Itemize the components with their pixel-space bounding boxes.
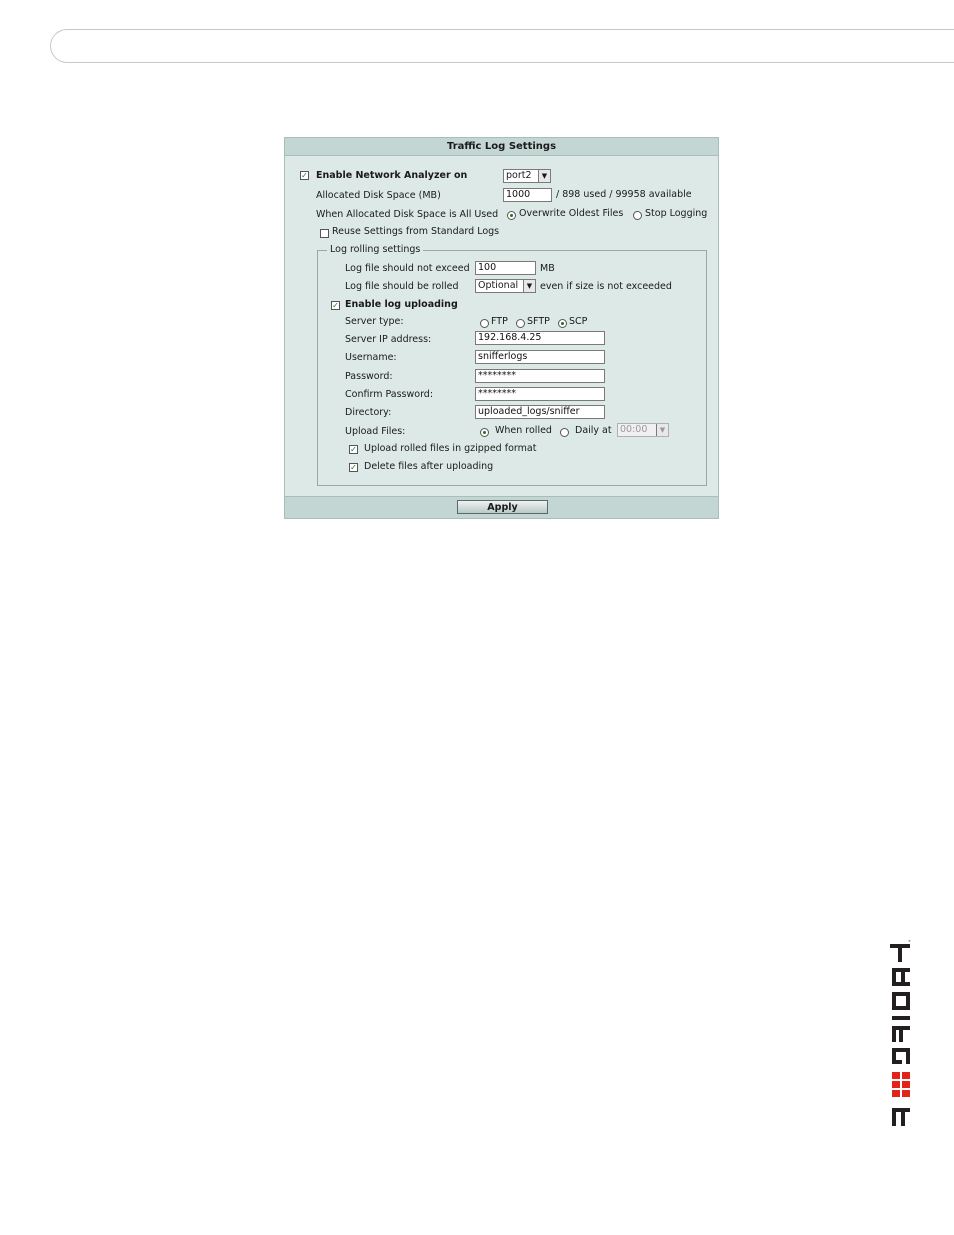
fortinet-logo-mark: [892, 1072, 910, 1097]
rolled-suffix: even if size is not exceeded: [540, 281, 672, 292]
server-ip-label: Server IP address:: [345, 334, 432, 345]
page-header-tab: [50, 29, 954, 63]
apply-button[interactable]: Apply: [457, 500, 548, 514]
rolled-select[interactable]: [475, 279, 536, 293]
server-type-sftp-radio[interactable]: [516, 319, 525, 328]
directory-input[interactable]: uploaded_logs/sniffer: [475, 405, 605, 419]
directory-label: Directory:: [345, 407, 392, 418]
username-label: Username:: [345, 352, 397, 363]
daily-time-value: 00:00: [620, 424, 648, 435]
upload-daily-radio[interactable]: [560, 428, 569, 437]
reuse-settings-text: Reuse Settings from Standard Logs: [332, 226, 500, 237]
server-type-sftp-label: SFTP: [527, 316, 550, 327]
server-type-scp-radio[interactable]: [558, 319, 567, 328]
upload-files-label: Upload Files:: [345, 426, 406, 437]
upload-when-rolled-label: When rolled: [495, 425, 552, 436]
gzip-checkbox[interactable]: ✓: [350, 445, 357, 454]
server-ip-input[interactable]: 192.168.4.25: [475, 331, 605, 345]
disk-space-label: Allocated Disk Space (MB): [316, 190, 441, 201]
password-input[interactable]: ********: [475, 369, 605, 383]
port-select-value: port2: [506, 170, 532, 181]
username-input[interactable]: snifferlogs: [475, 350, 605, 364]
max-size-input[interactable]: 100: [475, 261, 536, 275]
stop-logging-label: Stop Logging: [645, 208, 708, 219]
svg-text:®: ®: [908, 940, 911, 943]
max-size-label: Log file should not exceed: [345, 263, 470, 274]
password-label: Password:: [345, 371, 393, 382]
confirm-password-label: Confirm Password:: [345, 389, 434, 400]
log-rolling-legend: Log rolling settings: [327, 244, 423, 255]
panel-title: Traffic Log Settings: [285, 138, 718, 156]
enable-analyzer-checkbox[interactable]: ✓: [301, 171, 308, 180]
chevron-down-icon: ▼: [523, 280, 535, 292]
confirm-password-input[interactable]: ********: [475, 387, 605, 401]
when-full-label: When Allocated Disk Space is All Used: [316, 209, 499, 220]
chevron-down-icon: ▼: [656, 424, 668, 436]
overwrite-label: Overwrite Oldest Files: [519, 208, 624, 219]
panel-footer: [285, 496, 718, 518]
upload-daily-label: Daily at: [575, 425, 612, 436]
port-select[interactable]: [503, 169, 551, 183]
enable-upload-checkbox[interactable]: ✓: [332, 301, 339, 310]
reuse-settings-checkbox[interactable]: [320, 229, 329, 238]
delete-after-upload-label: Delete files after uploading: [364, 461, 494, 472]
stop-logging-radio[interactable]: [633, 211, 642, 220]
daily-time-select[interactable]: [617, 423, 669, 437]
server-type-label: Server type:: [345, 316, 404, 327]
enable-upload-label: Enable log uploading: [345, 299, 458, 310]
upload-when-rolled-radio[interactable]: [480, 428, 489, 437]
rolled-select-value: Optional: [478, 280, 519, 291]
disk-space-input[interactable]: 1000: [503, 188, 552, 202]
enable-analyzer-label: Enable Network Analyzer on: [316, 170, 468, 181]
traffic-log-settings-panel: [284, 137, 719, 519]
rolled-label: Log file should be rolled: [345, 281, 459, 292]
delete-after-upload-checkbox[interactable]: ✓: [350, 463, 357, 472]
chevron-down-icon: ▼: [538, 170, 550, 182]
disk-usage-text: / 898 used / 99958 available: [556, 189, 692, 200]
server-type-scp-label: SCP: [569, 316, 588, 327]
max-size-unit: MB: [540, 263, 555, 274]
fortinet-logo: [888, 940, 916, 1130]
gzip-label: Upload rolled files in gzipped format: [364, 443, 537, 454]
server-type-ftp-label: FTP: [491, 316, 508, 327]
server-type-ftp-radio[interactable]: [480, 319, 489, 328]
overwrite-radio[interactable]: [507, 211, 516, 220]
